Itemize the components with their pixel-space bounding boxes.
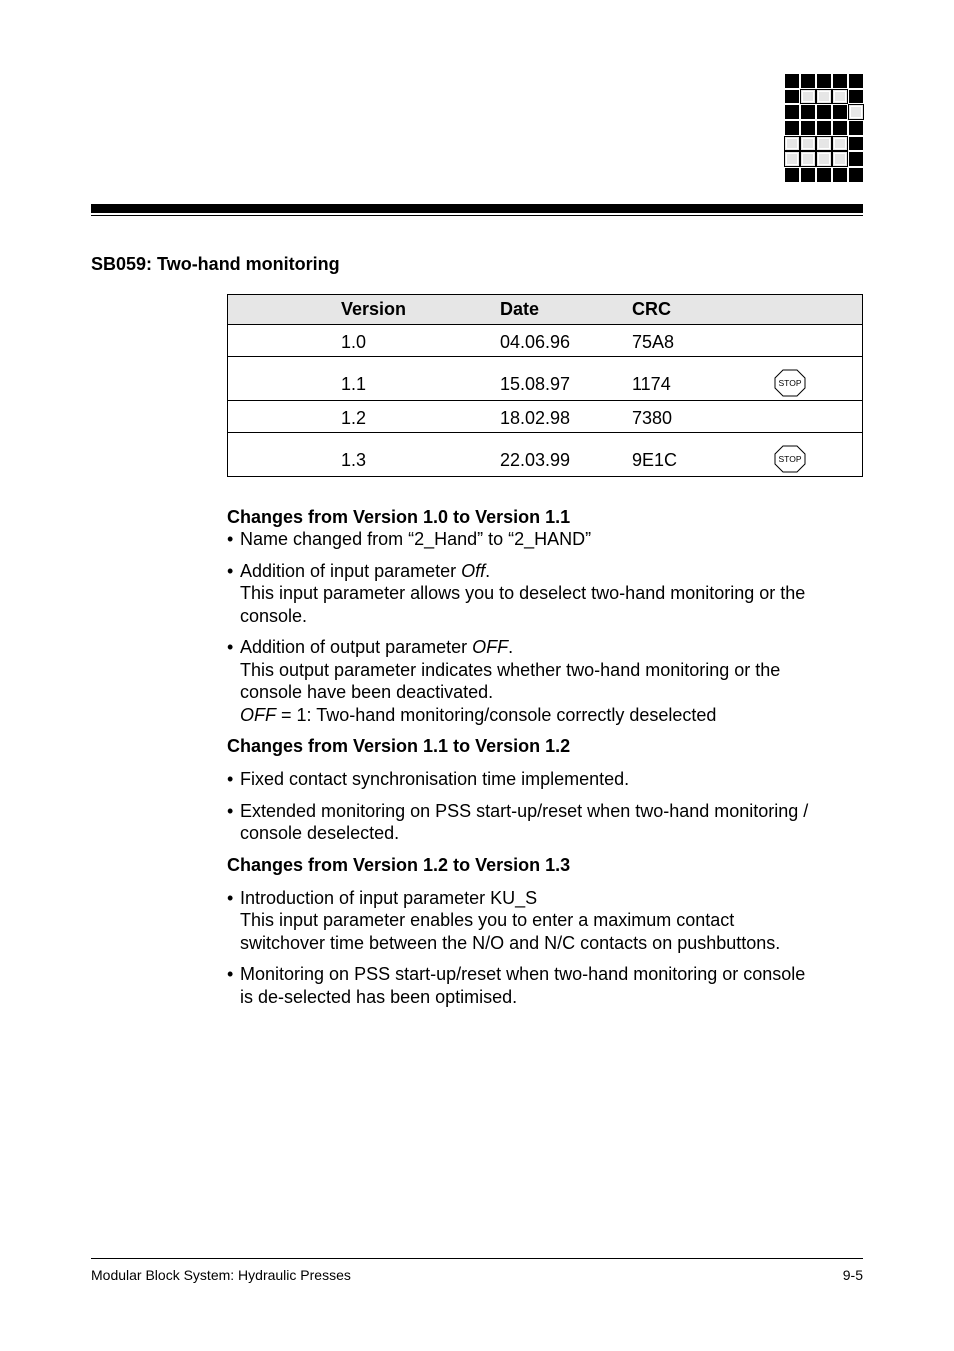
bullet: •	[227, 560, 234, 581]
item-text: Addition of output parameter	[240, 637, 473, 657]
item-text: = 1: Two-hand monitoring/console correctly deselected	[276, 704, 717, 725]
item-text: Extended monitoring on PSS start-up/reset when two-hand monitoring /	[240, 800, 809, 821]
footer-rule	[91, 1258, 863, 1259]
header-rule-thick	[91, 204, 863, 213]
item-text: Fixed contact synchronisation time implemented.	[240, 769, 630, 789]
item-text: console deselected.	[240, 823, 400, 843]
header-version: Version	[341, 299, 407, 319]
stop-icon	[774, 445, 806, 473]
item-text: console have been deactivated.	[240, 682, 494, 702]
version-table	[227, 294, 863, 477]
list-item	[227, 636, 857, 726]
section-title: SB059: Two-hand monitoring	[91, 254, 340, 274]
changes-heading-1-0-to-1-1: Changes from Version 1.0 to Version 1.1	[227, 507, 571, 527]
stop-icon	[774, 369, 806, 397]
list-item	[227, 887, 857, 955]
row-date: 18.02.98	[500, 408, 571, 428]
row-version: 1.3	[341, 450, 367, 470]
list-item	[227, 528, 857, 551]
list-item	[227, 963, 857, 1008]
stop-label: STOP	[778, 378, 802, 388]
table-row	[228, 324, 862, 356]
row-date: 15.08.97	[500, 374, 571, 394]
param-name: OFF	[472, 637, 509, 657]
footer-document-title: Modular Block System: Hydraulic Presses	[91, 1267, 351, 1283]
list-item	[227, 768, 857, 791]
item-text: is de-selected has been optimised.	[240, 986, 518, 1007]
bullet: •	[227, 887, 234, 908]
table-row	[228, 400, 862, 432]
changes-heading-1-1-to-1-2: Changes from Version 1.1 to Version 1.2	[227, 736, 571, 756]
item-text: .	[508, 637, 514, 657]
item-text: This input parameter allows you to deselect two-hand monitoring or the	[240, 583, 806, 603]
item-text: .	[485, 560, 491, 581]
row-version: 1.1	[341, 374, 367, 394]
param-name: Off	[461, 560, 486, 581]
bullet: •	[227, 964, 234, 984]
changes-heading-1-2-to-1-3: Changes from Version 1.2 to Version 1.3	[227, 854, 571, 875]
row-version: 1.0	[341, 332, 367, 352]
list-item	[227, 560, 857, 628]
row-crc: 1174	[632, 374, 671, 394]
item-text: console.	[240, 605, 308, 626]
bullet: •	[227, 769, 234, 789]
table-header-row	[228, 295, 862, 324]
row-crc: 75A8	[632, 332, 675, 352]
header-crc: CRC	[632, 299, 671, 319]
item-text: Name changed from “2_Hand” to “2_HAND”	[240, 529, 592, 549]
item-text: Monitoring on PSS start-up/reset when two-hand monitoring or console	[240, 964, 806, 984]
stop-label: STOP	[778, 454, 802, 464]
header-rule-thin	[91, 215, 863, 216]
footer-page-number: 9-5	[842, 1267, 863, 1283]
table-row	[228, 432, 862, 476]
changes-body	[227, 506, 857, 1008]
bullet: •	[227, 800, 234, 821]
row-crc: 9E1C	[632, 450, 678, 470]
row-crc: 7380	[632, 408, 673, 428]
bullet: •	[227, 637, 234, 657]
corner-logo-grid	[784, 73, 864, 183]
item-text: This input parameter enables you to enter a maximum contact	[240, 910, 735, 930]
row-version: 1.2	[341, 408, 367, 428]
item-text: This output parameter indicates whether two-hand monitoring or the	[240, 659, 781, 680]
row-date: 04.06.96	[500, 332, 571, 352]
item-text: switchover time between the N/O and N/C contacts on pushbuttons.	[240, 932, 781, 953]
header-date: Date	[500, 299, 540, 319]
list-item	[227, 800, 857, 845]
row-date: 22.03.99	[500, 450, 571, 470]
item-text: Addition of input parameter	[240, 560, 462, 581]
table-row	[228, 356, 862, 400]
bullet: •	[227, 529, 234, 549]
item-text: Introduction of input parameter KU_S	[240, 887, 538, 908]
param-name: OFF	[240, 704, 276, 725]
